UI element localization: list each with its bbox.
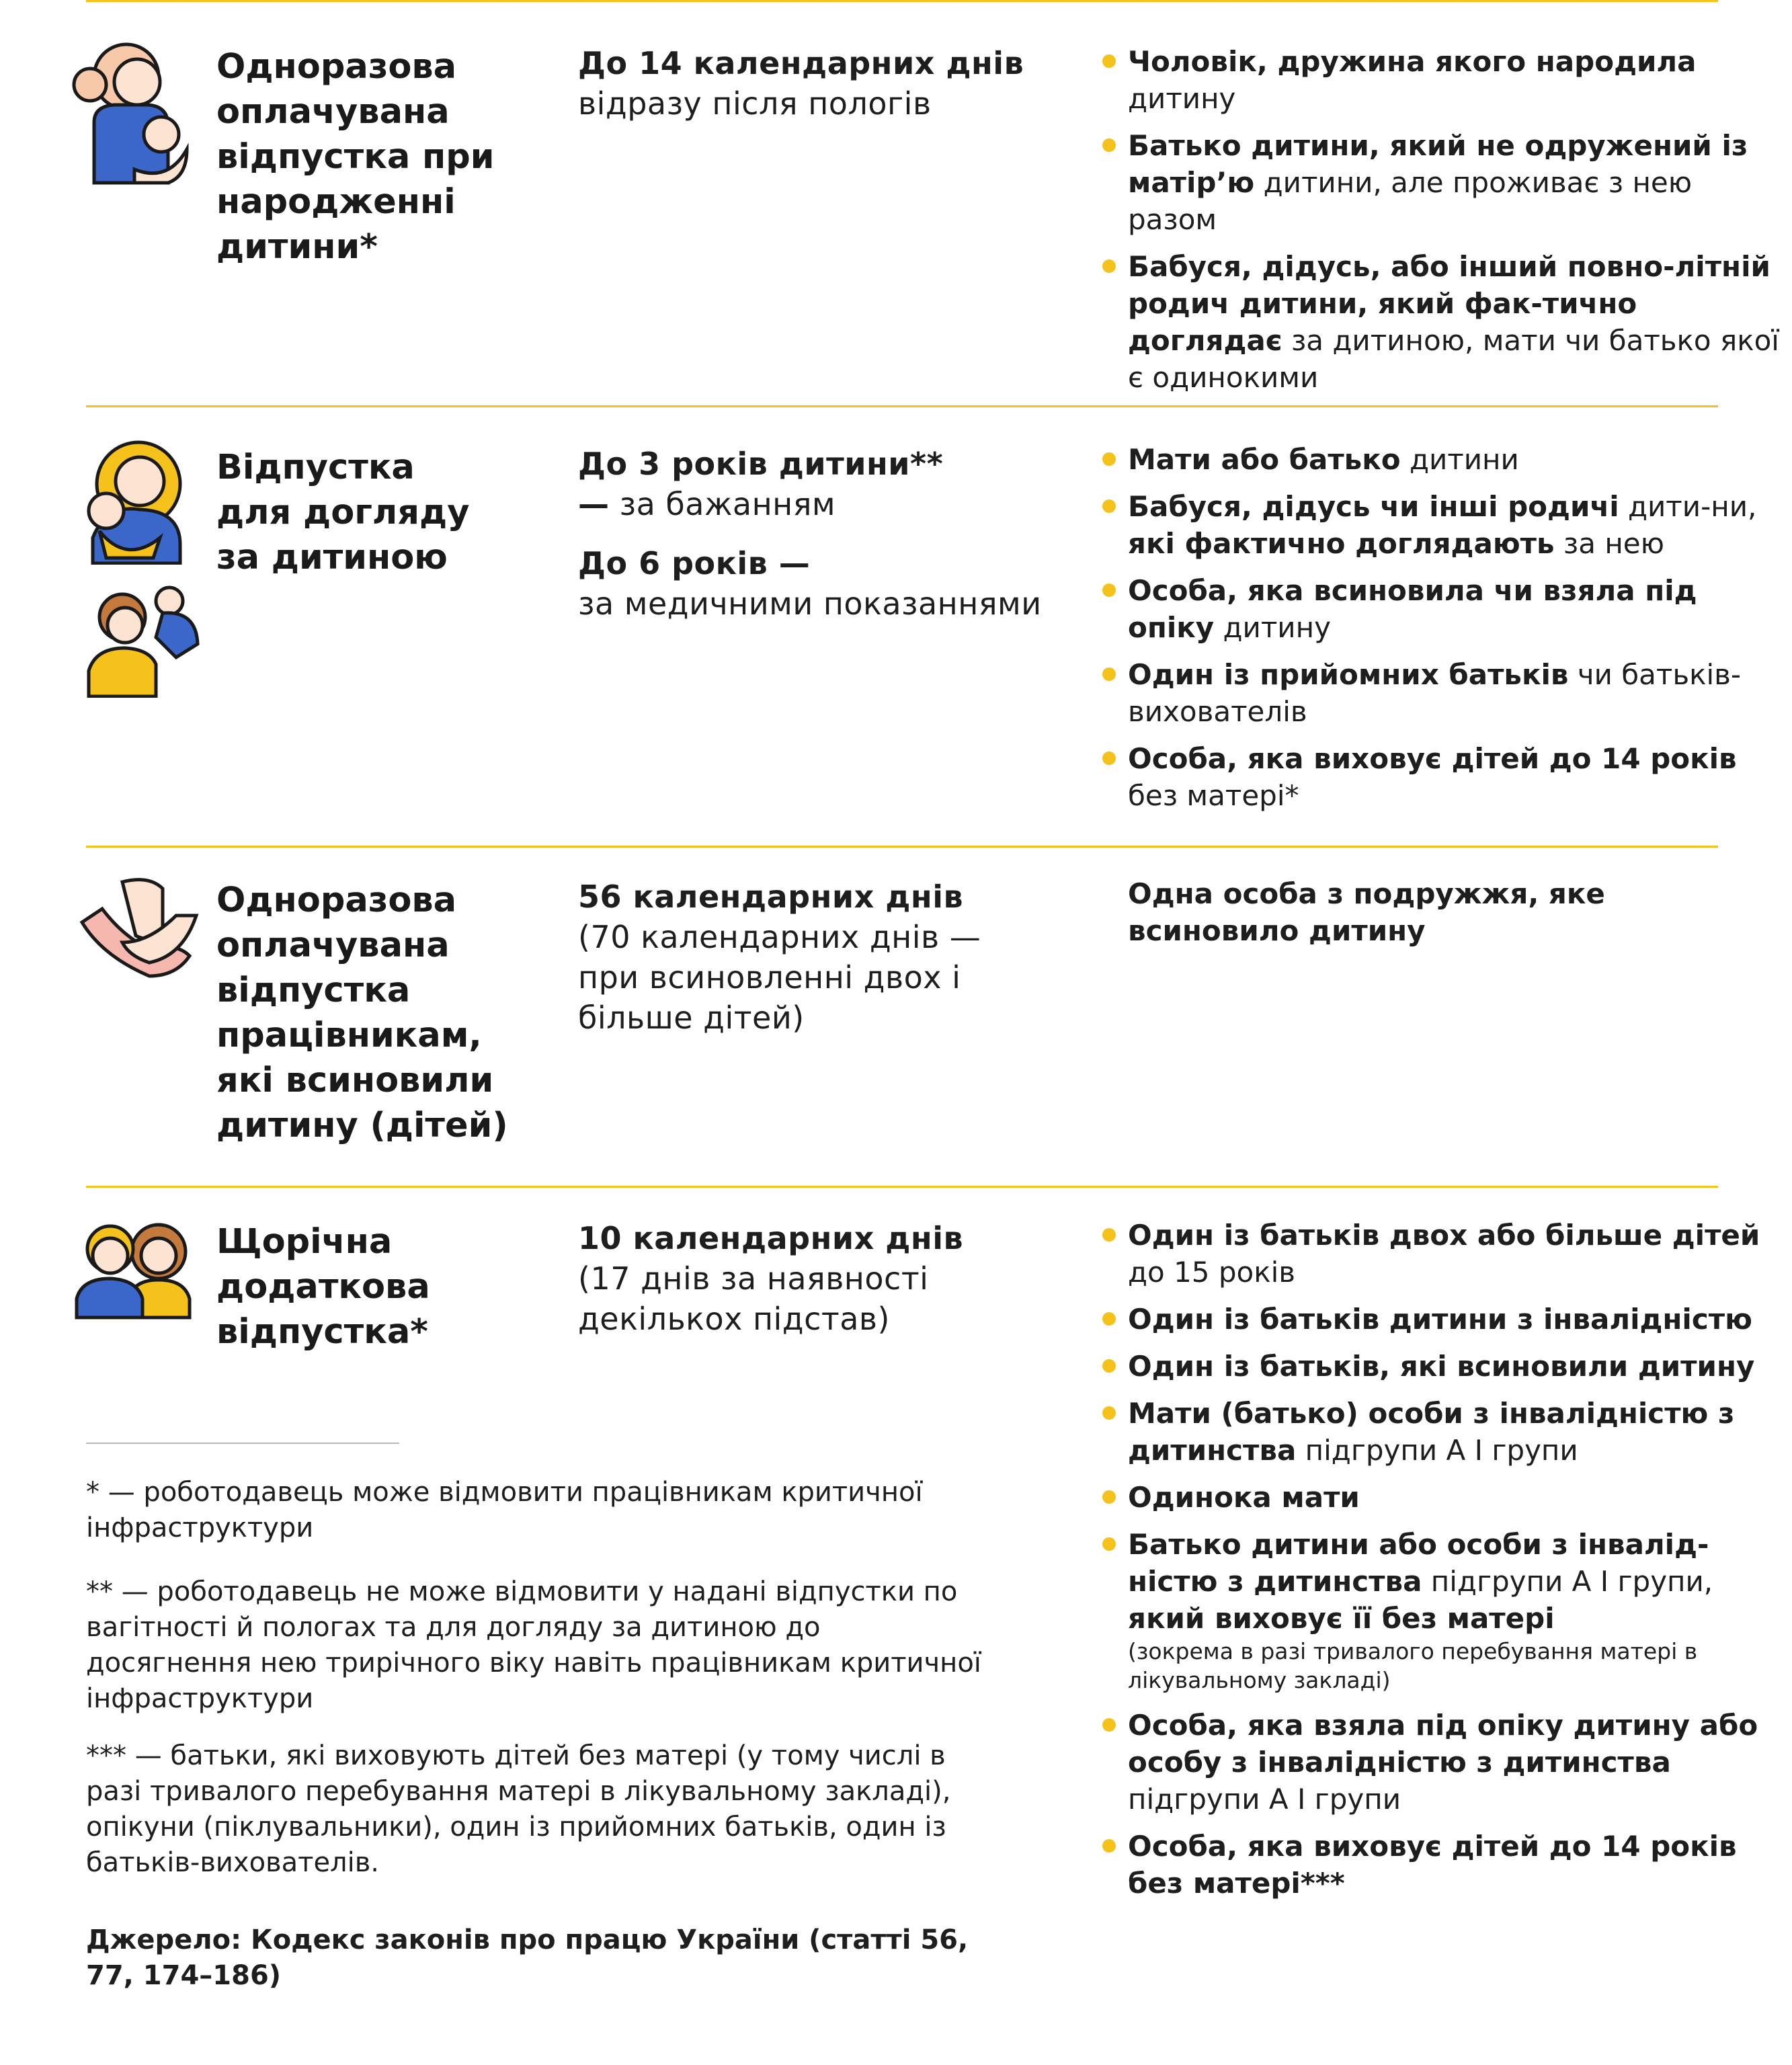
- bullet-dot: [1102, 1359, 1116, 1373]
- title-line: за дитиною: [216, 538, 448, 577]
- duration-bold: До 14 календарних днів: [578, 45, 1024, 81]
- duration: [578, 43, 1049, 143]
- list-item: Мати (батько) особи з інвалідністю з дитинства підгрупи А І групи: [1102, 1395, 1781, 1469]
- bullet-dot: [1102, 452, 1116, 466]
- eligible-list: [1102, 441, 1781, 824]
- title-line: Відпустка: [216, 448, 415, 487]
- title-line: оплачувана: [216, 926, 450, 965]
- title-line: Одноразова: [216, 47, 457, 87]
- title-line: дитини*: [216, 227, 378, 267]
- list-item: Мати або батько дитини: [1102, 441, 1781, 478]
- list-item: Одна особа з подружжя, яке всиновило дитину: [1128, 877, 1605, 947]
- title-line: Одноразова: [216, 881, 457, 920]
- list-item: Особа, яка всиновила чи взяла під опіку дитину: [1102, 572, 1781, 646]
- list-item: Один із прийомних батьків чи батьків-вихователів: [1102, 656, 1781, 730]
- duration: До 3 років дитини** — за бажанням До 6 років — за медичними показаннями: [578, 446, 1042, 622]
- list-item: Батько дитини, який не одружений із матір’ю дитини, але проживає з нею разом: [1102, 127, 1781, 238]
- title-line: відпустка при: [216, 137, 495, 177]
- bullet-dot: [1102, 1312, 1116, 1326]
- title-line: Щорічна: [216, 1222, 393, 1262]
- list-item: Чоловік, дружина якого народила дитину: [1102, 43, 1781, 117]
- title-line: які всиновили: [216, 1061, 494, 1100]
- note-text: (зокрема в разі тривалого перебування матері в лікувальному закладі): [1128, 1638, 1698, 1693]
- row-title: [216, 878, 566, 1148]
- duration: 56 календарних днів (70 календарних днів — при всиновленні двох і більше дітей): [578, 879, 981, 1036]
- title-line: для догляду: [216, 493, 470, 532]
- bullet-dot: [1102, 138, 1116, 152]
- footnote-1: * — роботодавець може відмовити працівникам критичної інфраструктури: [86, 1477, 923, 1543]
- title-line: працівникам,: [216, 1016, 482, 1055]
- bullet-dot: [1102, 667, 1116, 681]
- bullet-dot: [1102, 752, 1116, 765]
- eligible-list: [1102, 43, 1781, 406]
- list-item: Один із батьків двох або більше дітей до 15 років: [1102, 1217, 1781, 1291]
- eligible-list: [1102, 875, 1781, 959]
- list-item: Бабуся, дідусь чи інші родичі дити-ни, які фактично доглядають за нею: [1102, 488, 1781, 562]
- footnotes: [86, 1475, 987, 1994]
- list-item: Батько дитини або особи з інвалід-ністю з дитинства підгрупи А І групи, який виховує її без матері (зокрема в разі тривалого перебування матері в лікувальному закладі): [1102, 1526, 1781, 1697]
- footnote-2: ** — роботодавець не може відмовити у надані відпустки по вагітності й пологах та для догляду за дитиною до досягнення нею трирічного віку навіть працівникам критичної інфраструктури: [86, 1576, 981, 1714]
- footnote-divider: [86, 1443, 399, 1444]
- couple-icon: [73, 1219, 200, 1320]
- title-line: відпустка: [216, 971, 411, 1010]
- helping-hands-icon: [75, 875, 203, 989]
- bullet-dot: [1102, 1406, 1116, 1420]
- bullet-dot: [1102, 54, 1116, 68]
- eligible-list: [1102, 1217, 1781, 1912]
- bullet-dot: [1102, 1537, 1116, 1551]
- list-item: Бабуся, дідусь, або інший повно-літній родич дитини, який фак-тично доглядає за дитиною, мати чи батько якої є одинокими: [1102, 248, 1781, 396]
- bullet-dot: [1102, 583, 1116, 597]
- title-line: додаткова: [216, 1267, 430, 1307]
- bullet-dot: [1102, 1490, 1116, 1504]
- bullet-dot: [1102, 259, 1116, 273]
- divider: [86, 405, 1718, 407]
- list-item: Один із батьків, які всиновили дитину: [1102, 1348, 1781, 1385]
- row-title: [216, 44, 566, 270]
- bullet-dot: [1102, 1228, 1116, 1242]
- divider: [86, 846, 1718, 848]
- list-item: Один із батьків дитини з інвалідністю: [1102, 1301, 1781, 1338]
- title-line: оплачувана: [216, 92, 450, 132]
- list-item: Особа, яка виховує дітей до 14 років без матері***: [1102, 1828, 1781, 1902]
- list-item: Одинока мати: [1102, 1479, 1781, 1516]
- footnote-3: *** — батьки, які виховують дітей без матері (у тому числі в разі тривалого перебування матері в лікувальному закладі), опікуни (піклувальники), один із прийомних батьків, один із батьків-вихователів.: [86, 1740, 951, 1878]
- title-line: дитину (дітей): [216, 1106, 508, 1145]
- divider: [86, 1186, 1718, 1188]
- father-lifting-child-icon: [82, 583, 203, 698]
- title-line: відпустка*: [216, 1312, 428, 1352]
- bullet-dot: [1102, 1718, 1116, 1732]
- title-line: народженні: [216, 182, 456, 222]
- list-item: Особа, яка взяла під опіку дитину або особу з інвалідністю з дитинства підгрупи А І групи: [1102, 1707, 1781, 1818]
- bullet-dot: [1102, 499, 1116, 513]
- duration: 10 календарних днів (17 днів за наявності декількох підстав): [578, 1220, 964, 1337]
- bullet-dot: [1102, 1839, 1116, 1853]
- row-title: [216, 445, 566, 580]
- mother-holding-baby-icon: [79, 437, 187, 565]
- duration-text: відразу після пологів: [578, 85, 932, 122]
- source-note: Джерело: Кодекс законів про працю України (статті 56, 77, 174–186): [86, 1925, 969, 1991]
- row-title: [216, 1219, 566, 1354]
- divider-top: [86, 0, 1718, 2]
- mother-with-newborn-icon: [67, 42, 195, 190]
- list-item: Особа, яка виховує дітей до 14 років без матері*: [1102, 740, 1781, 814]
